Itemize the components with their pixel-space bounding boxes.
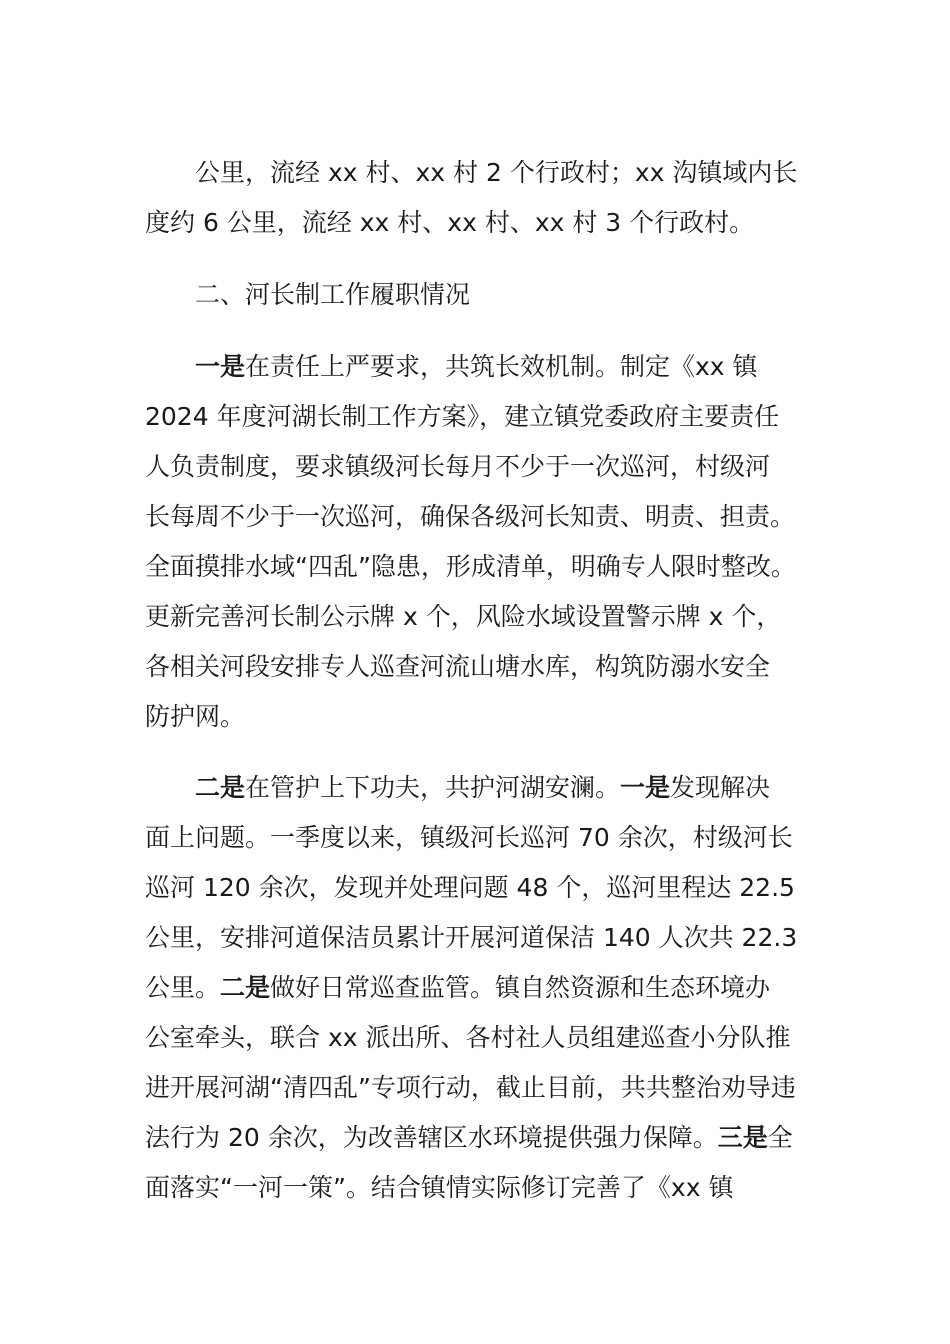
bold-lead: 一是 — [195, 352, 246, 381]
body-line — [145, 601, 781, 633]
text-run: 人负责制度，要求镇级河长每月不少于一次巡河，村级河 — [145, 452, 771, 481]
body-line — [145, 651, 770, 683]
body-line — [145, 1072, 796, 1104]
text-run: 二、河长制工作履职情况 — [195, 280, 471, 309]
body-line — [145, 1122, 793, 1154]
text-run: 进开展河湖“清四乱”专项行动，截止目前，共共整治劝导违 — [145, 1073, 796, 1102]
body-line — [195, 772, 770, 804]
text-run: 做好日常巡查监管。镇自然资源和生态环境办 — [270, 973, 771, 1002]
text-run: 度约 6 公里，流经 xx 村、xx 村、xx 村 3 个行政村。 — [145, 208, 755, 237]
text-run: 公里，流经 xx 村、xx 村 2 个行政村；xx 沟镇域内长 — [195, 158, 798, 187]
text-run: 全面摸排水域“四乱”隐患，形成清单，明确专人限时整改。 — [145, 552, 796, 581]
body-line — [145, 501, 795, 533]
body-line — [145, 451, 770, 483]
bold-lead: 三是 — [717, 1123, 768, 1152]
text-run: 在责任上严要求，共筑长效机制。制定《xx 镇 — [245, 352, 758, 381]
text-run: 全 — [767, 1123, 793, 1152]
text-run: 法行为 20 余次，为改善辖区水环境提供强力保障。 — [145, 1123, 718, 1152]
text-run: 在管护上下功夫，共护河湖安澜。 — [245, 773, 621, 802]
bold-lead: 一是 — [620, 773, 671, 802]
body-line — [145, 551, 796, 583]
text-run: 防护网。 — [145, 702, 246, 731]
body-line — [145, 872, 795, 904]
body-line — [145, 1022, 791, 1054]
body-line — [195, 157, 797, 189]
bold-lead: 二是 — [195, 773, 246, 802]
section-heading — [195, 279, 470, 311]
body-line — [145, 701, 245, 733]
text-run: 面上问题。一季度以来，镇级河长巡河 70 余次，村级河长 — [145, 823, 793, 852]
text-run: 更新完善河长制公示牌 x 个，风险水域设置警示牌 x 个， — [145, 602, 782, 631]
text-run: 公室牵头，联合 xx 派出所、各村社人员组建巡查小分队推 — [145, 1023, 791, 1052]
bold-lead: 二是 — [220, 973, 271, 1002]
body-line — [145, 822, 793, 854]
text-run: 2024 年度河湖长制工作方案》，建立镇党委政府主要责任 — [145, 402, 780, 431]
body-line — [145, 401, 779, 433]
body-line — [145, 972, 770, 1004]
body-line — [145, 207, 754, 239]
text-run: 各相关河段安排专人巡查河流山塘水库，构筑防溺水安全 — [145, 652, 771, 681]
body-line — [195, 351, 758, 383]
text-run: 公里，安排河道保洁员累计开展河道保洁 140 人次共 22.3 — [145, 923, 798, 952]
text-run: 面落实“一河一策”。结合镇情实际修订完善了《xx 镇 — [145, 1173, 734, 1202]
text-run: 公里。 — [145, 973, 221, 1002]
body-line — [145, 1172, 733, 1204]
text-run: 长每周不少于一次巡河，确保各级河长知责、明责、担责。 — [145, 502, 796, 531]
body-line — [145, 922, 797, 954]
text-run: 巡河 120 余次，发现并处理问题 48 个，巡河里程达 22.5 — [145, 873, 795, 902]
text-run: 发现解决 — [670, 773, 771, 802]
